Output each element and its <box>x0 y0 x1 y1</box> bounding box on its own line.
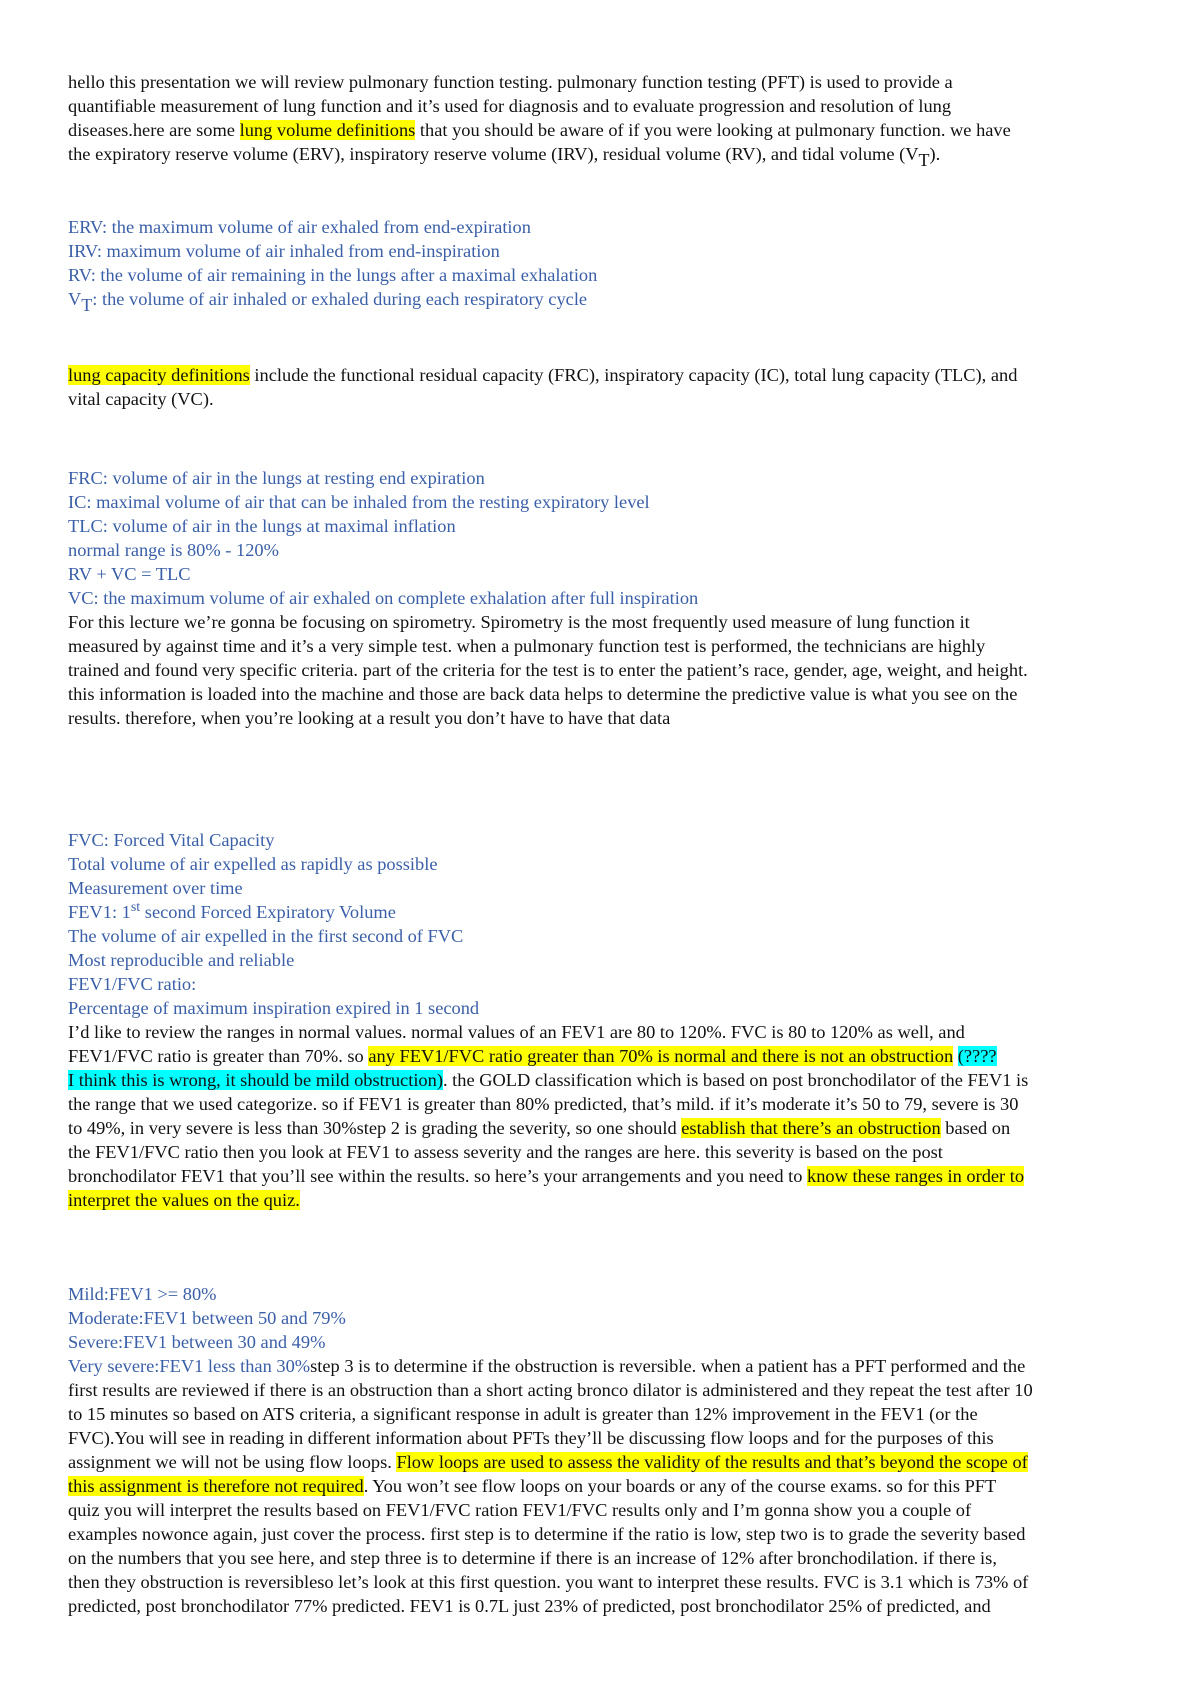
intro-line-3 <box>68 118 1126 142</box>
ranges-line-8 <box>68 1188 1126 1212</box>
normal-range: normal range is 80% - 120% <box>68 540 279 560</box>
highlight-know-ranges: know these ranges in order to <box>807 1166 1025 1186</box>
severity-section <box>68 1282 1126 1618</box>
capacity-intro-paragraph <box>68 363 1126 411</box>
fvc-line-5: The volume of air expelled in the first second of FVC <box>68 926 464 946</box>
severity-moderate: Moderate:FEV1 between 50 and 79% <box>68 1308 346 1328</box>
spirometry-line-1: For this lecture we’re gonna be focusing on spirometry. Spirometry is the most frequently used measure of lung function it <box>68 612 970 632</box>
ranges-text: bronchodilator FEV1 that you’ll see within the results. so here’s your arrangements and you need to <box>68 1166 808 1186</box>
vt-text: : the volume of air inhaled or exhaled during each respiratory cycle <box>92 289 588 309</box>
closing-line-11: predicted, post bronchodilator 77% predicted. FEV1 is 0.7L just 23% of predicted, post bronchodilator 25% of predicted, and <box>68 1596 991 1616</box>
definition-frc: FRC: volume of air in the lungs at resting end expiration <box>68 468 485 488</box>
ranges-text: based on <box>940 1118 1011 1138</box>
intro-line-1: hello this presentation we will review pulmonary function testing. pulmonary function testing (PFT) is used to provide a <box>68 72 953 92</box>
definition-tlc: TLC: volume of air in the lungs at maximal inflation <box>68 516 456 536</box>
severity-mild: Mild:FEV1 >= 80% <box>68 1284 217 1304</box>
fvc-line-8: Percentage of maximum inspiration expired in 1 second <box>68 998 480 1018</box>
ranges-line-5 <box>68 1116 1126 1140</box>
capacity-intro-line-1 <box>68 363 1126 387</box>
ranges-line-7 <box>68 1164 1126 1188</box>
definition-erv: ERV: the maximum volume of air exhaled from end-expiration <box>68 217 531 237</box>
spirometry-line-4: this information is loaded into the machine and those are back data helps to determine the predictive value is what you see on the <box>68 684 1018 704</box>
fev1-text: FEV1: 1 <box>68 902 131 922</box>
highlight-establish-obstruction: establish that there’s an obstruction <box>681 1118 941 1138</box>
closing-line-3: to 15 minutes so based on ATS criteria, a significant response in adult is greater than 12% improvement in the FEV1 (or the <box>68 1404 978 1424</box>
vt-letter: V <box>68 289 82 309</box>
ranges-text: FEV1/FVC ratio is greater than 70%. so <box>68 1046 369 1066</box>
fev1-text: second Forced Expiratory Volume <box>140 902 396 922</box>
ranges-line-2 <box>68 1044 1126 1068</box>
capacity-section <box>68 466 1126 730</box>
severity-very-severe: Very severe:FEV1 less than 30% <box>68 1356 311 1376</box>
intro-line-4 <box>68 142 1126 170</box>
ranges-line-3 <box>68 1068 1126 1092</box>
fvc-line-7: FEV1/FVC ratio: <box>68 974 197 994</box>
highlight-comment: I think this is wrong, it should be mild obstruction) <box>68 1070 443 1090</box>
fvc-line-6: Most reproducible and reliable <box>68 950 295 970</box>
intro-text: the expiratory reserve volume (ERV), inspiratory reserve volume (IRV), residual volume (RV), and tidal volume (V <box>68 144 919 164</box>
intro-paragraph <box>68 70 1126 170</box>
closing-line-2: first results are reviewed if there is an obstruction than a short acting bronco dilator is administered and they repeat the test after 10 <box>68 1380 1033 1400</box>
fvc-line-2: Total volume of air expelled as rapidly as possible <box>68 854 438 874</box>
ranges-line-6: the FEV1/FVC ratio then you look at FEV1 to assess severity and the ranges are here. this severity is based on the post <box>68 1142 943 1162</box>
highlight-lung-volume-definitions: lung volume definitions <box>239 120 416 140</box>
fvc-line-4 <box>68 900 1126 924</box>
subscript-t: T <box>81 295 93 315</box>
step3-text: step 3 is to determine if the obstruction is reversible. when a patient has a PFT performed and the <box>310 1356 1026 1376</box>
spirometry-line-3: trained and found very specific criteria. part of the criteria for the test is to enter the patient’s race, gender, age, weight, and height. <box>68 660 1028 680</box>
closing-line-5 <box>68 1450 1126 1474</box>
closing-text: assignment we will not be using flow loops. <box>68 1452 397 1472</box>
closing-line-6 <box>68 1474 1126 1498</box>
equation: RV + VC = TLC <box>68 564 191 584</box>
definition-vt <box>68 287 1126 315</box>
highlight-comment-start: (???? <box>957 1046 997 1066</box>
fvc-line-1: FVC: Forced Vital Capacity <box>68 830 275 850</box>
intro-text: diseases.here are some <box>68 120 240 140</box>
closing-line-4: FVC).You will see in reading in different information about PFTs they’ll be discussing flow loops and for the purposes of this <box>68 1428 994 1448</box>
highlight-ratio-normal: any FEV1/FVC ratio greater than 70% is normal and there is not an obstruction <box>368 1046 954 1066</box>
subscript-t: T <box>918 150 930 170</box>
intro-line-2: quantifiable measurement of lung function and it’s used for diagnosis and to evaluate progression and resolution of lung <box>68 96 952 116</box>
closing-line-7: quiz you will interpret the results based on FEV1/FVC ration FEV1/FVC results only and I’m gonna show you a couple of <box>68 1500 972 1520</box>
definition-rv: RV: the volume of air remaining in the lungs after a maximal exhalation <box>68 265 598 285</box>
capacity-intro-line-2: vital capacity (VC). <box>68 389 214 409</box>
closing-line-10: then they obstruction is reversibleso let’s look at this first question. you want to interpret these results. FVC is 3.1 which is 73% of <box>68 1572 1029 1592</box>
ranges-text: to 49%, in very severe is less than 30%step 2 is grading the severity, so one should <box>68 1118 682 1138</box>
ranges-line-4: the range that we used categorize. so if FEV1 is greater than 80% predicted, that’s mild. if it’s moderate it’s 50 to 79, severe is 30 <box>68 1094 1019 1114</box>
volume-definitions <box>68 215 1126 315</box>
superscript-st: st <box>130 900 141 915</box>
definition-ic: IC: maximal volume of air that can be inhaled from the resting expiratory level <box>68 492 650 512</box>
highlight-flow-loops: Flow loops are used to assess the validity of the results and that’s beyond the scope of <box>396 1452 1028 1472</box>
highlight-interpret-quiz: interpret the values on the quiz. <box>68 1190 300 1210</box>
fvc-line-3: Measurement over time <box>68 878 243 898</box>
definition-irv: IRV: maximum volume of air inhaled from end-inspiration <box>68 241 500 261</box>
closing-text: . You won’t see flow loops on your boards or any of the course exams. so for this PFT <box>363 1476 997 1496</box>
fvc-section <box>68 828 1126 1212</box>
definition-vc: VC: the maximum volume of air exhaled on complete exhalation after full inspiration <box>68 588 699 608</box>
closing-line-8: examples nowonce again, just cover the process. first step is to determine if the ratio is low, step two is to grade the severity based <box>68 1524 1026 1544</box>
severity-severe: Severe:FEV1 between 30 and 49% <box>68 1332 326 1352</box>
spirometry-line-5: results. therefore, when you’re looking at a result you don’t have to have that data <box>68 708 671 728</box>
intro-text: that you should be aware of if you were looking at pulmonary function. we have <box>415 120 1011 140</box>
highlight-not-required: this assignment is therefore not required <box>68 1476 364 1496</box>
spirometry-line-2: measured by against time and it’s a very simple test. when a pulmonary function test is performed, the technicians are highly <box>68 636 986 656</box>
severity-very-severe-line <box>68 1354 1126 1378</box>
ranges-line-1: I’d like to review the ranges in normal values. normal values of an FEV1 are 80 to 120%. FVC is 80 to 120% as well, and <box>68 1022 965 1042</box>
capacity-intro-text: include the functional residual capacity (FRC), inspiratory capacity (IC), total lung capacity (TLC), and <box>249 365 1018 385</box>
closing-line-9: on the numbers that you see here, and step three is to determine if there is an increase of 12% after bronchodilation. if there is, <box>68 1548 997 1568</box>
ranges-text: . the GOLD classification which is based on post bronchodilator of the FEV1 is <box>442 1070 1029 1090</box>
highlight-lung-capacity-definitions: lung capacity definitions <box>68 365 250 385</box>
intro-text: ). <box>929 144 941 164</box>
